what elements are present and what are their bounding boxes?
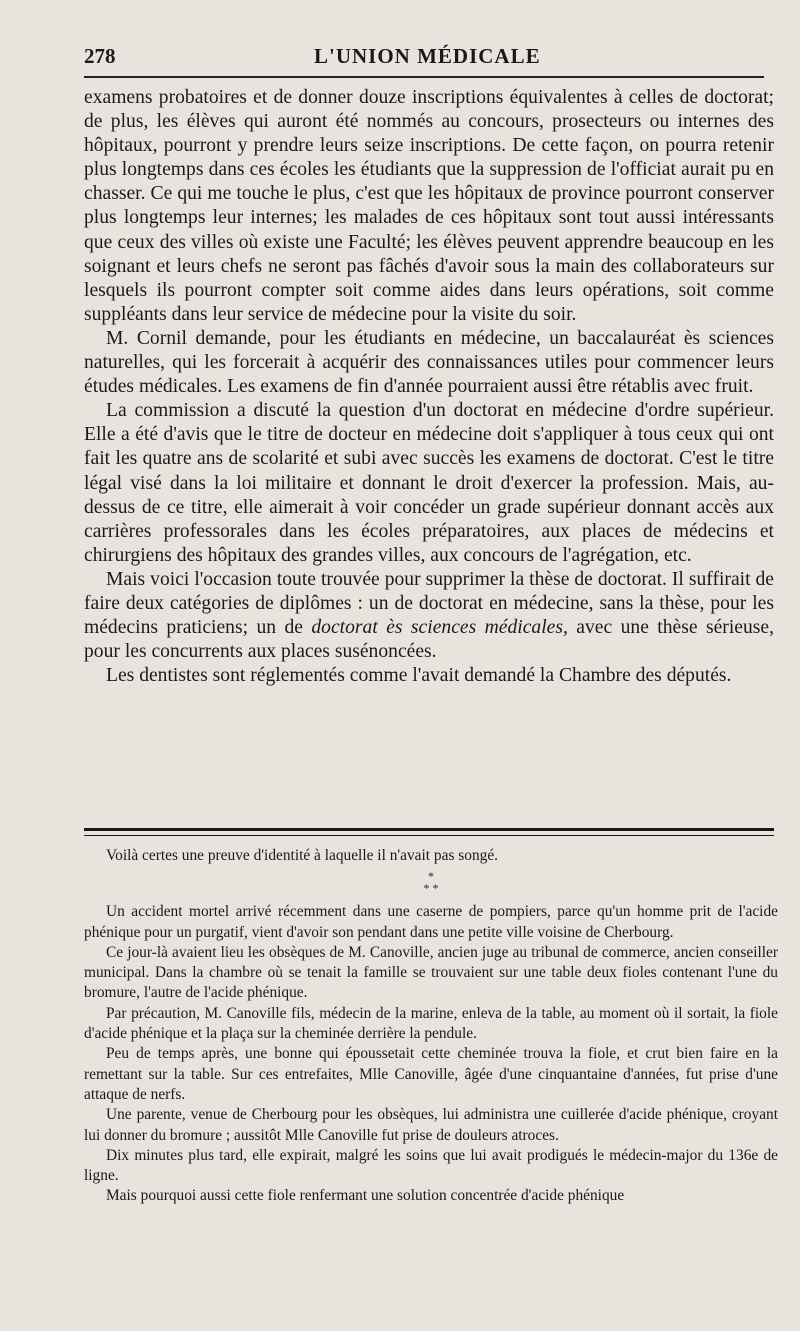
- feuilleton-section: [84, 846, 778, 1207]
- main-paragraph: examens probatoires et de donner douze inscriptions équivalentes à celles de doctorat; de plus, les élèves qui auront été nommés au concours, prosecteurs ou internes des hôpitaux, pourront y prendre leurs seize inscriptions. De cette façon, on pourra retenir plus longtemps dans ces écoles les étudiants que la suppression de l'officiat aurait pu en chasser. Ce qui me touche le plus, c'est que les hôpitaux de province pourront conserver plus longtemps leur internes; les malades de ces hôpitaux sont tout aussi intéressants que ceux des villes où existe une Faculté; les élèves peuvent apprendre beaucoup en les soignant et leurs chefs ne seront pas fâchés d'avoir sous la main des collaborateurs sur lesquels ils pourront compter soit comme aides dans leurs opérations, soit comme suppléants dans leur service de médecine pour la visite du soir.: [84, 87, 774, 325]
- asterism-bottom: * *: [423, 881, 439, 896]
- running-title: L'UNION MÉDICALE: [314, 44, 541, 68]
- text-run: Mais voici l'occasion toute trouvée pour supprimer la thèse de doctorat. Il suffirait de faire deux catégories de diplômes : un de doctorat en médecine, sans la thèse, pour les médecins praticiens; un de: [84, 568, 774, 639]
- feuilleton-paragraph: Par précaution, M. Canoville fils, médecin de la marine, enleva de la table, au moment où il sortait, la fiole d'acide phénique et la plaça sur la cheminée derrière la pendule.: [84, 1004, 778, 1043]
- asterism: [84, 870, 778, 894]
- main-paragraph: [84, 568, 774, 664]
- feuilleton-paragraph: Une parente, venue de Cherbourg pour les obsèques, lui administra une cuillerée d'acide phénique, croyant lui donner du bromure ; aussitôt Mlle Canoville fut prise de douleurs atroces.: [84, 1106, 778, 1144]
- feuilleton-paragraph: Peu de temps après, une bonne qui époussetait cette cheminée trouva la fiole, et crut bien faire en la remettant sur la table. Sur ces entrefaites, Mlle Canoville, âgée d'une cinquantaine d'années, fut prise d'une attaque de nerfs.: [84, 1045, 778, 1103]
- header-rule: [84, 76, 764, 78]
- main-paragraph: M. Cornil demande, pour les étudiants en médecine, un baccalauréat ès sciences naturelles, qui les forcerait à acquérir des connaissances utiles pour commencer leurs études médicales. Les examens de fin d'année pourraient aussi être rétablis avec fruit.: [84, 327, 774, 398]
- feuilleton-paragraph: Un accident mortel arrivé récemment dans une caserne de pompiers, parce qu'un homme prit de l'acide phénique pour un purgatif, vient d'avoir son pendant dans une petite ville voisine de Cherbourg.: [84, 903, 778, 941]
- page-header: [84, 42, 764, 72]
- feuilleton-paragraph: Ce jour-là avaient lieu les obsèques de M. Canoville, ancien juge au tribunal de commerce, ancien conseiller municipal. Dans la chambre où se tenait la famille se trouvaient sur une table deux fioles contenant l'une du bromure, l'autre de l'acide phénique.: [84, 943, 778, 1002]
- main-article: [84, 86, 774, 688]
- text-run: avec une thèse sérieuse, pour les concurrents aux places susénoncées.: [84, 617, 774, 663]
- main-paragraph: Les dentistes sont réglementés comme l'avait demandé la Chambre des députés.: [106, 665, 732, 687]
- main-paragraph: La commission a discuté la question d'un doctorat en médecine d'ordre supérieur. Elle a été d'avis que le titre de docteur en médecine doit s'appliquer à tous ceux qui ont fait les quatre ans de scolarité et subi avec succès les examens de doctorat. C'est le titre légal visé dans la loi militaire et donnant le droit d'exercer la profession. Mais, au-dessus de ce titre, elle aimerait à voir concéder un grade supérieur donnant accès aux carrières professorales dans les écoles préparatoires, aux places de médecins et chirurgiens des hôpitaux des grandes villes, aux concours de l'agrégation, etc.: [84, 400, 774, 566]
- italic-run: doctorat ès sciences médicales,: [311, 617, 568, 639]
- feuilleton-lead: Voilà certes une preuve d'identité à laquelle il n'avait pas songé.: [106, 847, 499, 864]
- feuilleton-paragraph: Dix minutes plus tard, elle expirait, malgré les soins que lui avait prodigués le médecin-major du 136e de ligne.: [84, 1146, 778, 1185]
- asterism-top: *: [428, 869, 434, 884]
- feuilleton-paragraph: Mais pourquoi aussi cette fiole renfermant une solution concentrée d'acide phénique: [106, 1187, 625, 1205]
- feuilleton-separator: [84, 828, 774, 836]
- page-number: 278: [84, 44, 116, 68]
